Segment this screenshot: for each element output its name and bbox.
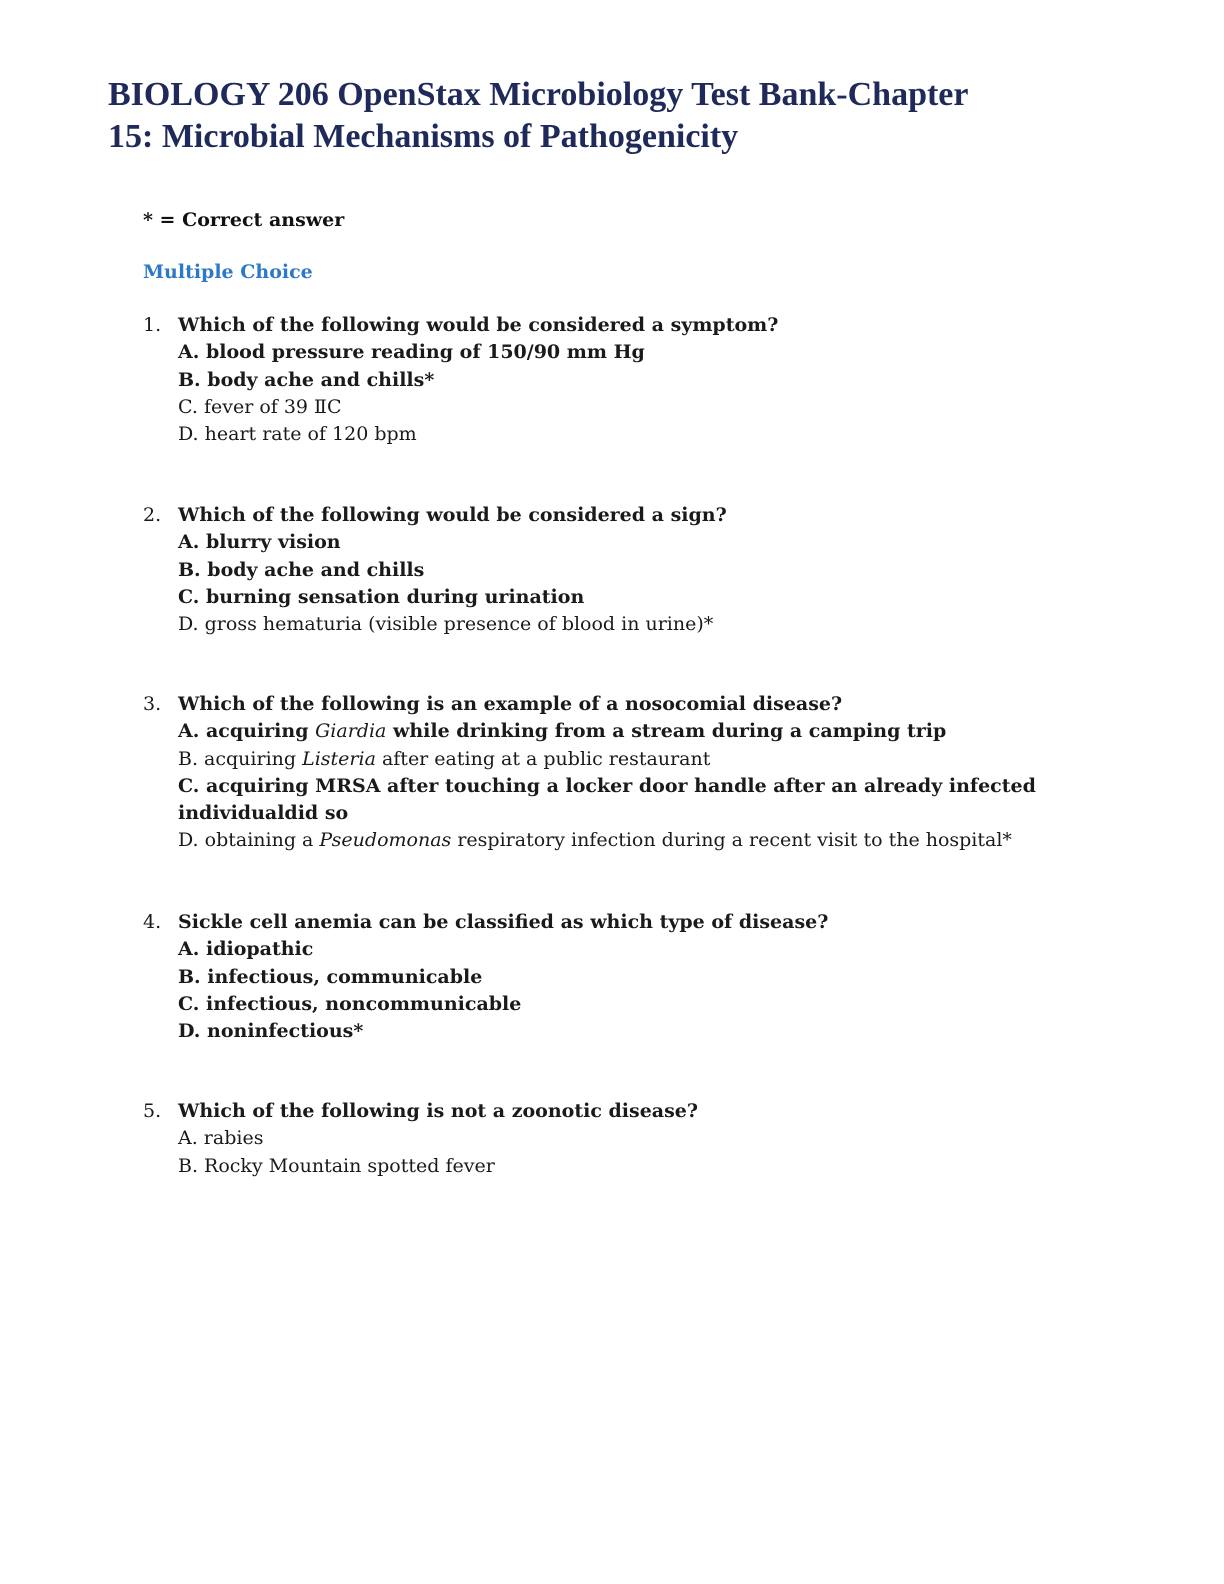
- question-number: 1.: [143, 314, 162, 336]
- question-4: [143, 909, 1063, 1045]
- question-2: [143, 502, 1063, 638]
- question-3: [143, 691, 1063, 855]
- question-stem: Which of the following is an example of a nosocomial disease?: [178, 693, 843, 715]
- option-a: A. blood pressure reading of 150/90 mm Hg: [178, 341, 645, 364]
- question-5: [143, 1098, 1063, 1180]
- option-b: B. body ache and chills*: [178, 368, 435, 391]
- option-d: D. noninfectious*: [178, 1020, 364, 1043]
- option-a: [178, 718, 1063, 745]
- option-d-prefix: D. obtaining a: [178, 829, 320, 852]
- question-stem: Which of the following would be considered a sign?: [178, 504, 727, 526]
- option-d-organism: Pseudomonas: [319, 829, 452, 852]
- question-1: [143, 312, 1063, 448]
- title-line-2: 15: Microbial Mechanisms of Pathogenicity: [108, 118, 739, 155]
- option-b: B. body ache and chills: [178, 558, 425, 581]
- option-c: [178, 773, 1063, 828]
- option-a: A. idiopathic: [178, 938, 314, 961]
- option-d: [178, 827, 1063, 854]
- option-d: D. heart rate of 120 bpm: [178, 423, 417, 446]
- option-c-line-2: individualdid so: [178, 802, 349, 825]
- document-title: [108, 74, 1108, 158]
- option-a: A. rabies: [178, 1127, 264, 1150]
- question-stem: Which of the following would be considered a symptom?: [178, 314, 779, 336]
- option-b: [178, 746, 1063, 773]
- question-number: 3.: [143, 693, 162, 715]
- correct-answer-legend: * = Correct answer: [143, 209, 345, 231]
- question-number: 2.: [143, 504, 162, 526]
- option-c-line-1: C. acquiring MRSA after touching a locker door handle after an already infected: [178, 774, 1036, 797]
- option-b: B. infectious, communicable: [178, 965, 483, 988]
- option-a: A. blurry vision: [178, 531, 341, 554]
- question-stem: Sickle cell anemia can be classified as which type of disease?: [178, 911, 829, 933]
- title-line-1: BIOLOGY 206 OpenStax Microbiology Test Bank-Chapter: [108, 76, 969, 113]
- question-number: 4.: [143, 911, 162, 933]
- option-b-suffix: after eating at a public restaurant: [375, 747, 711, 770]
- option-c: C. infectious, noncommunicable: [178, 992, 522, 1015]
- question-stem: Which of the following is not a zoonotic disease?: [178, 1100, 699, 1122]
- option-d-suffix: respiratory infection during a recent visit to the hospital*: [451, 829, 1012, 852]
- option-b-prefix: B. acquiring: [178, 747, 303, 770]
- option-b: B. Rocky Mountain spotted fever: [178, 1154, 495, 1177]
- section-heading-multiple-choice: Multiple Choice: [143, 261, 313, 283]
- option-a-suffix: while drinking from a stream during a camping trip: [386, 720, 947, 743]
- option-a-organism: Giardia: [315, 720, 387, 743]
- option-c: C. fever of 39 ⅡC: [178, 395, 342, 418]
- option-a-prefix: A. acquiring: [178, 720, 316, 743]
- question-number: 5.: [143, 1100, 162, 1122]
- option-d: D. gross hematuria (visible presence of blood in urine)*: [178, 613, 714, 636]
- option-b-organism: Listeria: [302, 747, 376, 770]
- option-c: C. burning sensation during urination: [178, 585, 585, 608]
